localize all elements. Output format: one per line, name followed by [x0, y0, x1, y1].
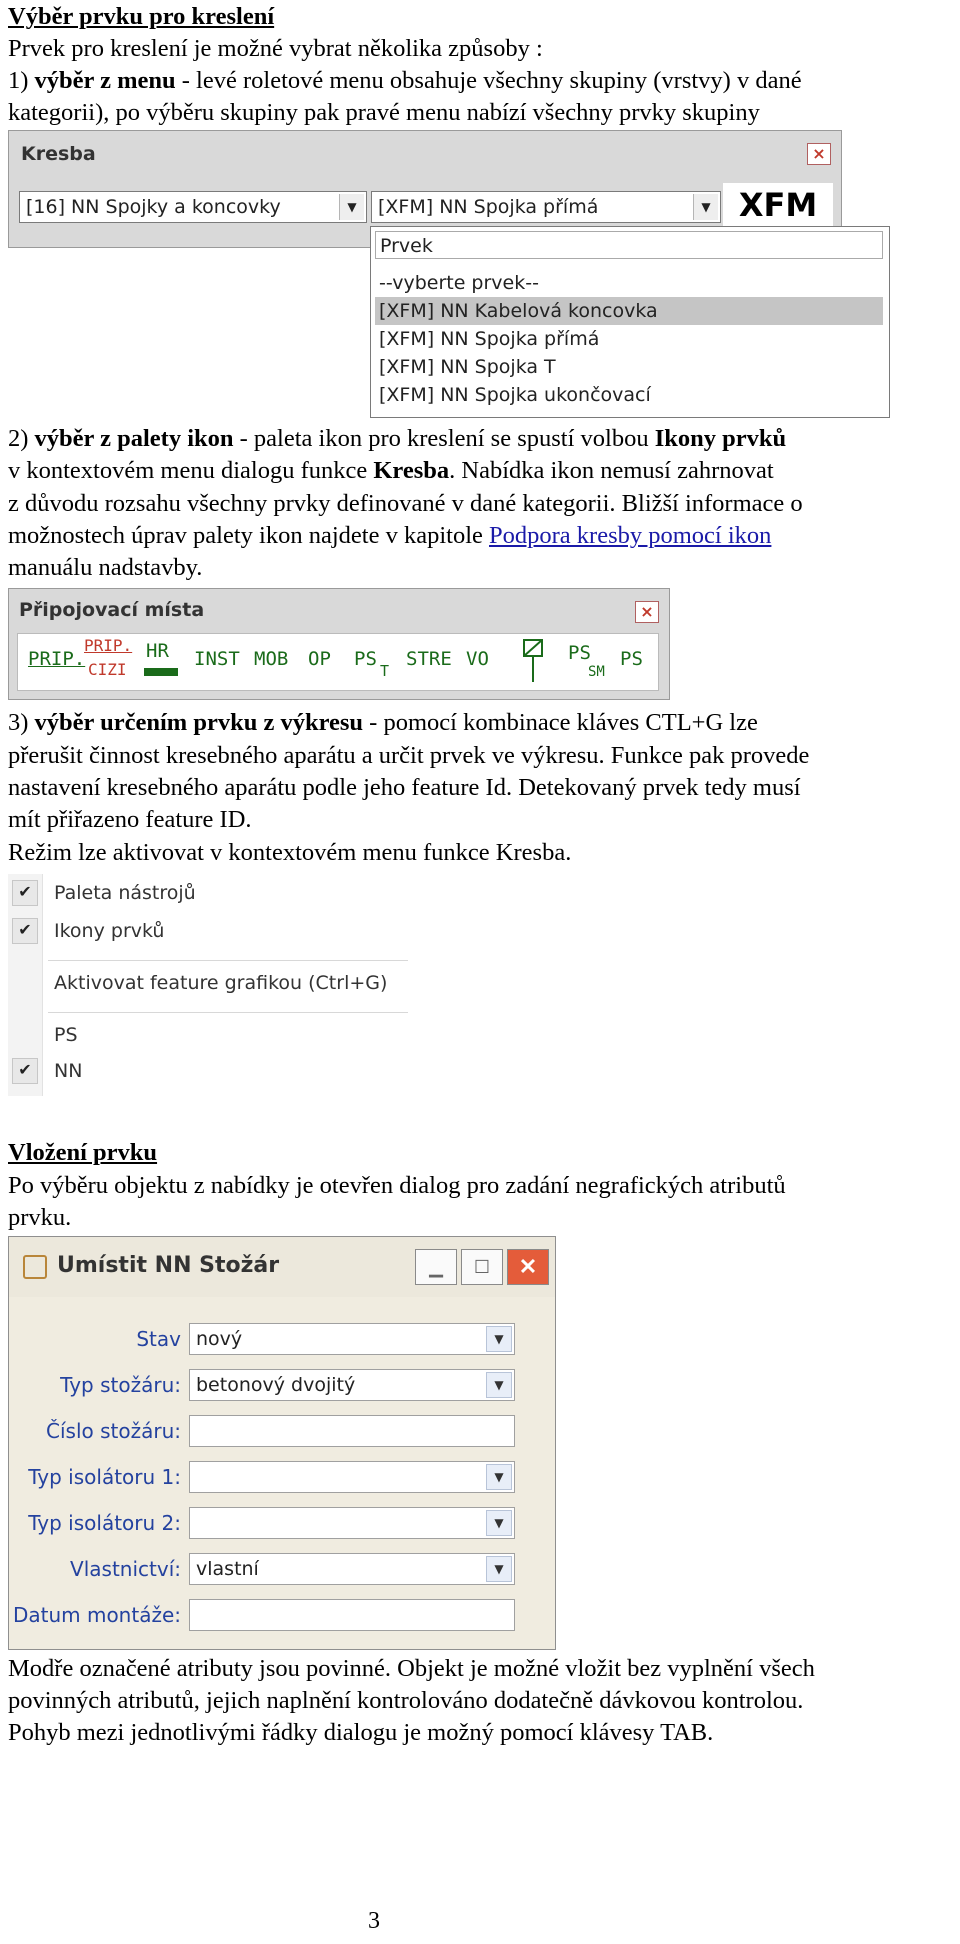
p3-rest: - pomocí kombinace kláves CTL+G lze — [363, 709, 758, 736]
palette-dialog — [8, 588, 670, 700]
ps-sm-icon[interactable]: PS — [568, 642, 591, 664]
paragraph-2-line-5: manuálu nadstavby. — [8, 554, 203, 581]
menu-item-ikony-prvku[interactable]: Ikony prvků — [54, 920, 165, 942]
chevron-down-icon: ▼ — [693, 194, 718, 220]
ps-icon[interactable]: PS — [620, 648, 643, 670]
field-label-datum-montaze: Datum montáže: — [12, 1603, 181, 1627]
field-label-stav: Stav — [136, 1327, 181, 1351]
field-label-typ-isolatoru-2: Typ isolátoru 2: — [28, 1511, 181, 1535]
chevron-down-icon: ▼ — [486, 1464, 512, 1490]
check-icon: ✔ — [12, 918, 38, 944]
op-icon[interactable]: OP — [308, 648, 331, 670]
dropdown-option[interactable]: --vyberte prvek-- — [379, 272, 539, 294]
paragraph-3-line-3: nastavení kresebného aparátu podle jeho feature Id. Detekovaný prvek tedy musí — [8, 774, 801, 801]
kresba-dialog-title: Kresba — [21, 143, 96, 165]
field-label-typ-isolatoru-1: Typ isolátoru 1: — [28, 1465, 181, 1489]
p1-bold: výběr z menu — [34, 67, 176, 94]
paragraph-3-line-1 — [8, 706, 953, 739]
xfm-badge: XFM — [723, 183, 833, 227]
p2-number: 2) — [8, 425, 35, 452]
dropdown-option[interactable]: [XFM] NN Spojka T — [379, 356, 556, 378]
chevron-down-icon: ▼ — [486, 1556, 512, 1582]
minimize-icon[interactable]: ▁ — [415, 1249, 457, 1285]
p3-number: 3) — [8, 709, 35, 736]
p2-bold-2: Ikony prvků — [654, 425, 787, 452]
dropdown-option[interactable]: [XFM] NN Spojka ukončovací — [379, 384, 651, 406]
check-icon: ✔ — [12, 880, 38, 906]
ps-sm-icon-sub: SM — [588, 664, 605, 680]
check-icon: ✔ — [12, 1058, 38, 1084]
p1-rest: - levé roletové menu obsahuje všechny skupiny (vrstvy) v dané — [175, 67, 802, 94]
menu-item-paleta-nastroju[interactable]: Paleta nástrojů — [54, 882, 196, 904]
paragraph-2-line-4 — [8, 519, 953, 552]
field-label-typ-stozaru: Typ stožáru: — [60, 1373, 181, 1397]
menu-separator — [48, 1012, 408, 1013]
paragraph-1-line-1 — [8, 64, 953, 97]
typ-isolatoru-2-select[interactable] — [189, 1507, 515, 1539]
ps-t-icon[interactable]: PS — [354, 648, 377, 670]
field-label-vlastnictvi: Vlastnictví: — [70, 1557, 181, 1581]
stav-select[interactable] — [189, 1323, 515, 1355]
close-icon[interactable]: ✕ — [507, 1249, 549, 1285]
chevron-down-icon: ▼ — [339, 194, 364, 220]
umistit-dialog — [8, 1236, 556, 1650]
menu-separator — [48, 960, 408, 961]
paragraph-2-line-2 — [8, 454, 953, 487]
dropdown-option[interactable]: [XFM] NN Spojka přímá — [379, 328, 600, 350]
paragraph-2-line-1 — [8, 422, 953, 455]
typ-isolatoru-1-select[interactable] — [189, 1461, 515, 1493]
vo-icon[interactable]: VO — [466, 648, 489, 670]
vlastnictvi-select[interactable] — [189, 1553, 515, 1585]
paragraph-4-line-2: prvku. — [8, 1204, 72, 1231]
paragraph-5-line-2: povinných atributů, jejich naplnění kontrolováno dodatečně dávkovou kontrolou. — [8, 1687, 804, 1714]
prip-cizi-icon[interactable]: PRIP. — [84, 636, 133, 655]
datum-montaze-input[interactable] — [189, 1599, 515, 1631]
p1-number: 1) — [8, 67, 35, 94]
hr-bar-icon — [144, 668, 178, 676]
mob-icon[interactable]: MOB — [254, 648, 289, 670]
element-select[interactable] — [371, 191, 721, 223]
p3-bold: výběr určením prvku z výkresu — [34, 709, 364, 736]
chevron-down-icon: ▼ — [486, 1372, 512, 1398]
lamp-icon[interactable] — [518, 638, 548, 686]
palette-dialog-title: Připojovací místa — [19, 599, 205, 621]
close-icon[interactable]: × — [807, 143, 831, 165]
context-menu — [8, 874, 410, 1096]
prip-icon[interactable]: PRIP. — [28, 648, 86, 670]
cislo-stozaru-input[interactable] — [189, 1415, 515, 1447]
p2-bold-3: Kresba — [373, 457, 450, 484]
dropdown-option-selected[interactable]: [XFM] NN Kabelová koncovka — [375, 297, 883, 325]
intro-paragraph: Prvek pro kreslení je možné vybrat několika způsoby : — [8, 35, 543, 62]
element-dropdown-list — [370, 226, 890, 418]
stav-value: nový — [196, 1328, 243, 1350]
close-icon[interactable]: × — [635, 601, 659, 623]
stre-icon[interactable]: STRE — [406, 648, 452, 670]
page-number: 3 — [368, 1908, 380, 1934]
prip-cizi-icon-sub: CIZI — [88, 660, 127, 679]
menu-item-nn[interactable]: NN — [54, 1060, 83, 1082]
p2-line4a: možnostech úprav palety ikon najdete v kapitole — [8, 522, 490, 549]
ps-t-icon-sub: T — [380, 662, 390, 680]
group-select-value: [16] NN Spojky a koncovky — [26, 196, 281, 218]
chevron-down-icon: ▼ — [486, 1510, 512, 1536]
hr-icon[interactable]: HR — [146, 640, 169, 662]
inst-icon[interactable]: INST — [194, 648, 240, 670]
p2-line2a: v kontextovém menu dialogu funkce — [8, 457, 374, 484]
app-icon — [23, 1255, 47, 1279]
group-select[interactable] — [19, 191, 367, 223]
menu-item-aktivovat-feature[interactable]: Aktivovat feature grafikou (Ctrl+G) — [54, 972, 388, 994]
menu-item-ps[interactable]: PS — [54, 1024, 78, 1046]
chapter-link[interactable]: Podpora kresby pomocí ikon — [489, 522, 772, 549]
paragraph-5-line-3: Pohyb mezi jednotlivými řádky dialogu je možný pomocí klávesy TAB. — [8, 1719, 714, 1746]
chevron-down-icon: ▼ — [486, 1326, 512, 1352]
paragraph-1-line-2: kategorii), po výběru skupiny pak pravé menu nabízí všechny prvky skupiny — [8, 99, 760, 126]
vlastnictvi-value: vlastní — [196, 1558, 259, 1580]
dialog-titlebar — [9, 1237, 555, 1297]
paragraph-5-line-1: Modře označené atributy jsou povinné. Objekt je možné vložit bez vyplnění všech — [8, 1655, 815, 1682]
typ-stozaru-value: betonový dvojitý — [196, 1374, 356, 1396]
p2-mid: - paleta ikon pro kreslení se spustí volbou — [233, 425, 655, 452]
paragraph-4-line-1: Po výběru objektu z nabídky je otevřen dialog pro zadání negrafických atributů — [8, 1172, 786, 1199]
paragraph-3-line-4: mít přiřazeno feature ID. — [8, 806, 252, 833]
palette-icon-bar — [17, 633, 659, 691]
dialog-title: Umístit NN Stožár — [57, 1253, 280, 1278]
paragraph-2-line-3: z důvodu rozsahu všechny prvky definované v dané kategorii. Bližší informace o — [8, 490, 803, 517]
typ-stozaru-select[interactable] — [189, 1369, 515, 1401]
p2-line2b: . Nabídka ikon nemusí zahrnovat — [449, 457, 774, 484]
field-label-cislo-stozaru: Číslo stožáru: — [46, 1419, 181, 1443]
section-heading-vyber: Výběr prvku pro kreslení — [8, 3, 275, 30]
section-heading-vlozeni: Vložení prvku — [8, 1139, 158, 1166]
maximize-icon[interactable]: ☐ — [461, 1249, 503, 1285]
paragraph-3-line-5: Režim lze aktivovat v kontextovém menu funkce Kresba. — [8, 839, 572, 866]
paragraph-3-line-2: přerušit činnost kresebného aparátu a určit prvek ve výkresu. Funkce pak provede — [8, 742, 810, 769]
p2-bold: výběr z palety ikon — [34, 425, 234, 452]
element-select-value: [XFM] NN Spojka přímá — [378, 196, 599, 218]
dropdown-header: Prvek — [375, 231, 883, 259]
